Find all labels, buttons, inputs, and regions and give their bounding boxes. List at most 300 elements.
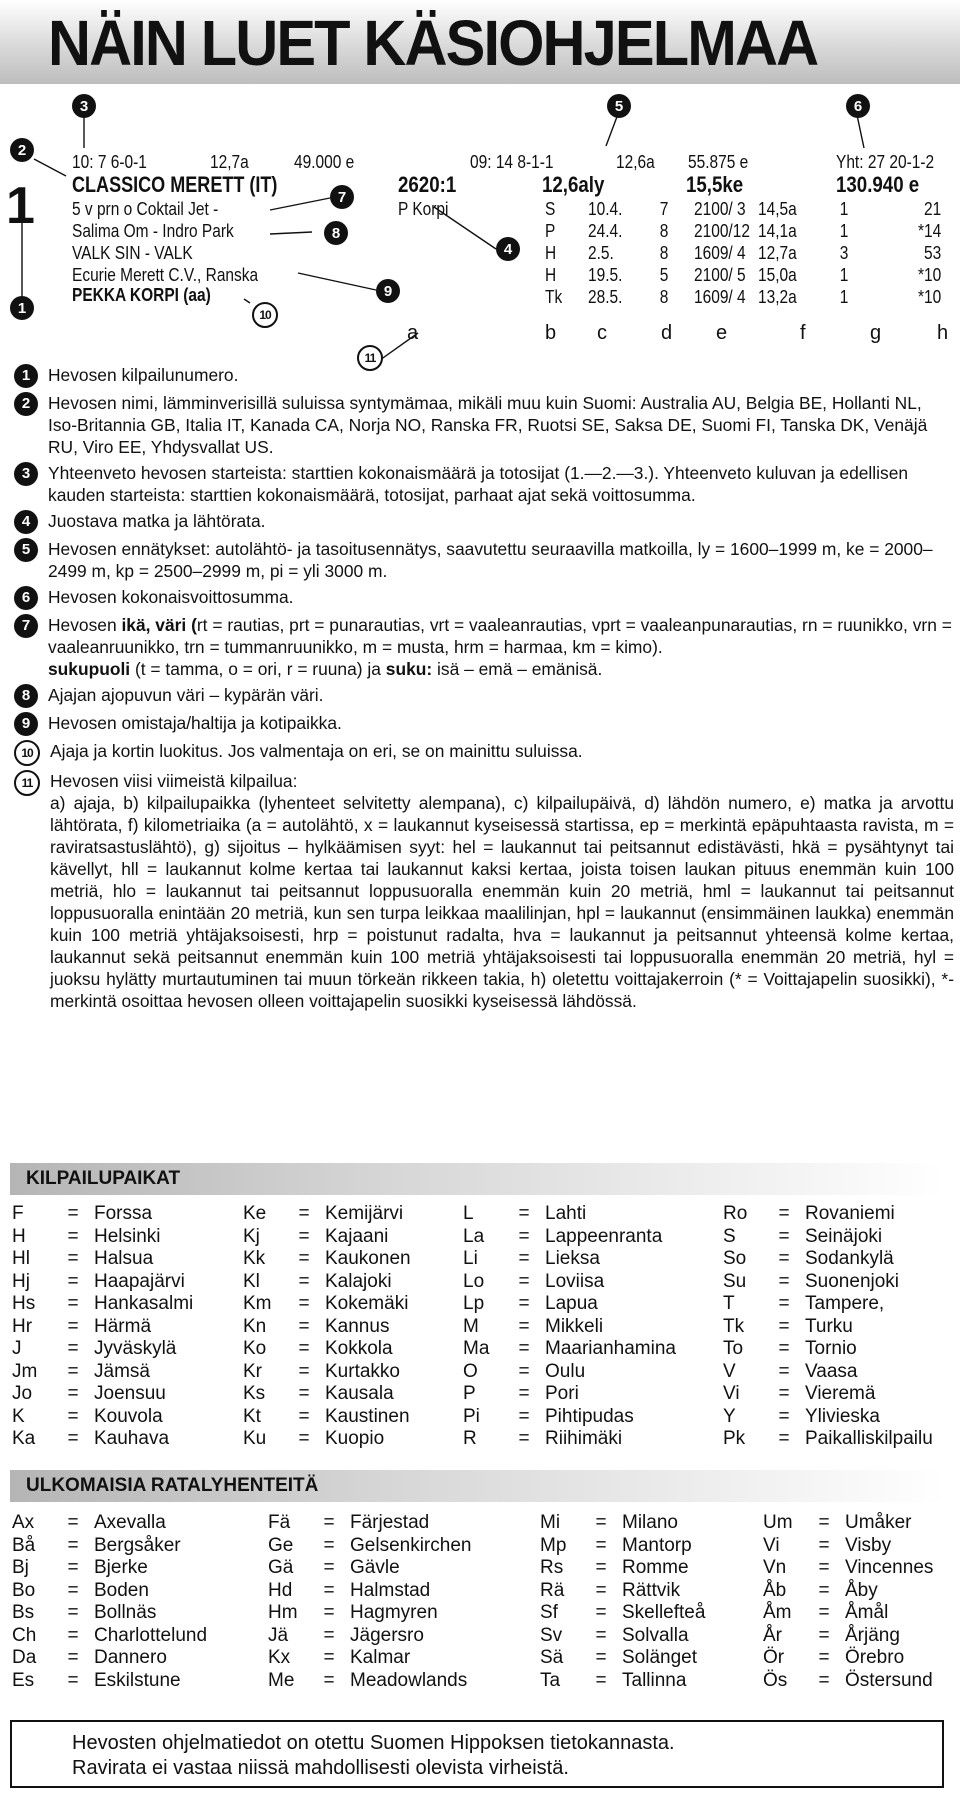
- abbrev-row: [12, 1406, 193, 1429]
- equals-sign: =: [595, 1624, 607, 1646]
- section-heading-kilpailupaikat: KILPAILUPAIKAT: [10, 1163, 946, 1195]
- abbrev-code: Ks: [243, 1383, 266, 1404]
- equals-sign: =: [298, 1293, 310, 1314]
- kilpailupaikat-table: [12, 1203, 952, 1453]
- abbrev-row: [243, 1428, 411, 1451]
- abbrev-code: Bs: [12, 1602, 35, 1623]
- abbrev-row: [243, 1293, 411, 1316]
- race-cell: 12,7a: [758, 243, 797, 263]
- column-letter: e: [716, 322, 728, 344]
- equals-sign: =: [818, 1602, 830, 1623]
- abbrev-name: Boden: [94, 1579, 149, 1601]
- equals-sign: =: [323, 1602, 335, 1623]
- abbrev-name: Lahti: [545, 1203, 587, 1224]
- abbrev-name: Kauhava: [94, 1428, 170, 1449]
- equals-sign: =: [818, 1624, 830, 1646]
- abbrev-row: [763, 1647, 933, 1670]
- abbrev-row: [243, 1383, 411, 1406]
- abbrev-code: R: [463, 1428, 477, 1449]
- abbrev-row: [463, 1271, 676, 1294]
- abbrev-name: Pihtipudas: [545, 1405, 634, 1427]
- abbrev-name: Riihimäki: [545, 1428, 623, 1449]
- record-autostart: 12,6aly: [542, 172, 605, 197]
- abbrev-name: Bergsåker: [94, 1534, 181, 1556]
- abbrev-code: Es: [12, 1669, 35, 1691]
- abbrev-code: La: [463, 1225, 485, 1247]
- equals-sign: =: [298, 1338, 310, 1359]
- legend-item: 6 Hevosen kokonaisvoittosumma.: [14, 586, 954, 610]
- abbrev-name: Östersund: [845, 1669, 933, 1691]
- legend-item: 5 Hevosen ennätykset: autolähtö- ja tasoitusennätys, saavutettu seuraavilla matkoilla, ly = 1600–1999 m, ke = 2000–2499 m, kp = 2500–2999 m, pi = yli 3000 m.: [14, 538, 954, 582]
- horse-info-line: 5 v prn o Coktail Jet -: [72, 199, 219, 219]
- abbrev-name: Mikkeli: [545, 1315, 604, 1337]
- abbrev-name: Tallinna: [622, 1669, 687, 1691]
- equals-sign: =: [67, 1360, 79, 1382]
- abbrev-row: [763, 1557, 933, 1580]
- entry-number: 1: [6, 177, 35, 235]
- abbrev-row: [463, 1338, 676, 1361]
- abbrev-code: Gä: [268, 1557, 294, 1578]
- abbrev-name: Jyväskylä: [94, 1338, 177, 1359]
- abbrev-code: Me: [268, 1669, 295, 1691]
- race-cell: 8: [659, 221, 669, 241]
- abbrev-code: Vi: [763, 1534, 780, 1556]
- marker-9: 9: [376, 279, 400, 303]
- abbrev-row: [463, 1293, 676, 1316]
- equals-sign: =: [67, 1534, 79, 1556]
- abbrev-name: Tornio: [805, 1338, 857, 1359]
- abbrev-row: [463, 1383, 676, 1406]
- race-cell: 2100/ 3: [694, 199, 746, 219]
- abbrev-row: [540, 1512, 705, 1535]
- race-cell: S: [545, 199, 556, 219]
- race-cell: H: [545, 243, 557, 263]
- abbrev-row: [243, 1271, 411, 1294]
- abbrev-code: Mp: [540, 1534, 567, 1556]
- equals-sign: =: [518, 1338, 530, 1359]
- race-cell: 53: [924, 243, 942, 263]
- footer-line: Ravirata ei vastaa niissä mahdollisesti olevista virheistä.: [72, 1757, 569, 1779]
- abbrev-name: Maarianhamina: [545, 1338, 676, 1359]
- abbrev-row: [243, 1406, 411, 1429]
- equals-sign: =: [298, 1270, 310, 1292]
- abbrev-name: Paikalliskilpailu: [805, 1428, 933, 1449]
- column-letter: b: [545, 322, 557, 344]
- abbrev-code: T: [723, 1293, 735, 1314]
- abbrev-row: [723, 1406, 933, 1429]
- abbrev-code: Ch: [12, 1624, 37, 1646]
- abbrev-code: Km: [243, 1293, 272, 1314]
- marker-10: 10: [252, 302, 278, 328]
- abbrev-name: Lapua: [545, 1293, 598, 1314]
- abbrev-name: Axevalla: [94, 1512, 166, 1533]
- abbrev-row: [12, 1602, 207, 1625]
- equals-sign: =: [595, 1579, 607, 1601]
- abbrev-name: Kalmar: [350, 1647, 411, 1668]
- equals-sign: =: [67, 1225, 79, 1247]
- column-letter: f: [800, 322, 806, 344]
- abbrev-row: [463, 1406, 676, 1429]
- abbrev-code: Bå: [12, 1534, 36, 1556]
- abbrev-name: Kokkola: [325, 1338, 393, 1359]
- equals-sign: =: [67, 1383, 79, 1404]
- abbrev-name: Årjäng: [845, 1624, 900, 1646]
- equals-sign: =: [298, 1225, 310, 1247]
- equals-sign: =: [518, 1203, 530, 1224]
- abbrev-code: V: [723, 1360, 736, 1382]
- abbrev-name: Rättvik: [622, 1579, 681, 1601]
- race-cell: Tk: [545, 287, 563, 307]
- race-cell: 8: [659, 287, 669, 307]
- abbrev-code: Hl: [12, 1248, 30, 1269]
- equals-sign: =: [67, 1405, 79, 1427]
- equals-sign: =: [778, 1405, 790, 1427]
- abbrev-row: [268, 1512, 471, 1535]
- abbrev-code: Jm: [12, 1360, 38, 1382]
- abbrev-name: Kokemäki: [325, 1293, 409, 1314]
- header-banner: [0, 0, 960, 84]
- abbrev-row: [12, 1226, 193, 1249]
- abbrev-name: Gävle: [350, 1557, 400, 1578]
- abbrev-name: Vieremä: [805, 1383, 876, 1404]
- race-cell: 14,1a: [758, 221, 797, 241]
- equals-sign: =: [518, 1428, 530, 1449]
- abbrev-code: Ko: [243, 1338, 267, 1359]
- equals-sign: =: [67, 1512, 79, 1533]
- abbrev-name: Tampere,: [805, 1293, 885, 1314]
- abbrev-name: Jägersro: [350, 1624, 424, 1646]
- abbrev-row: [763, 1512, 933, 1535]
- equals-sign: =: [298, 1360, 310, 1382]
- abbrev-row: [243, 1226, 411, 1249]
- abbrev-code: Jo: [12, 1383, 33, 1404]
- equals-sign: =: [298, 1315, 310, 1337]
- abbrev-row: [268, 1602, 471, 1625]
- abbrev-name: Kuopio: [325, 1428, 385, 1449]
- abbrev-code: Hd: [268, 1579, 293, 1601]
- abbrev-code: Ka: [12, 1428, 36, 1449]
- abbrev-code: Ta: [540, 1669, 561, 1691]
- abbrev-name: Lappeenranta: [545, 1225, 663, 1247]
- abbrev-row: [12, 1383, 193, 1406]
- race-cell: 1: [839, 287, 849, 307]
- stats-mid-starts: 09: 14 8-1-1: [470, 152, 554, 172]
- equals-sign: =: [67, 1270, 79, 1292]
- abbrev-name: Eskilstune: [94, 1669, 181, 1691]
- race-cell: 21: [924, 199, 942, 219]
- abbrev-row: [463, 1316, 676, 1339]
- abbrev-name: Lieksa: [545, 1248, 600, 1269]
- column-letter: a: [407, 322, 419, 344]
- equals-sign: =: [67, 1428, 79, 1449]
- abbrev-code: Li: [463, 1248, 478, 1269]
- equals-sign: =: [518, 1293, 530, 1314]
- abbrev-name: Umåker: [845, 1512, 912, 1533]
- footer-line: Hevosten ohjelmatiedot on otettu Suomen Hippoksen tietokannasta.: [72, 1732, 675, 1754]
- abbrev-column: [243, 1203, 411, 1451]
- marker-1: 1: [10, 296, 34, 320]
- race-cell: 1: [839, 199, 849, 219]
- abbrev-row: [723, 1271, 933, 1294]
- abbrev-code: Jä: [268, 1624, 289, 1646]
- race-cell: P: [545, 221, 556, 241]
- abbrev-row: [12, 1670, 207, 1693]
- abbrev-row: [763, 1670, 933, 1693]
- abbrev-row: [763, 1580, 933, 1603]
- race-cell: 2.5.: [588, 243, 614, 263]
- legend-item: 10 Ajaja ja kortin luokitus. Jos valmentaja on eri, se on mainittu suluissa.: [14, 740, 954, 766]
- abbrev-code: Kt: [243, 1405, 261, 1427]
- abbrev-row: [12, 1248, 193, 1271]
- abbrev-row: [723, 1361, 933, 1384]
- equals-sign: =: [778, 1270, 790, 1292]
- abbrev-name: Örebro: [845, 1647, 905, 1668]
- legend-item: 1 Hevosen kilpailunumero.: [14, 364, 954, 388]
- abbrev-code: F: [12, 1203, 24, 1224]
- abbrev-code: Hs: [12, 1293, 36, 1314]
- stats-left-starts: 10: 7 6-0-1: [72, 152, 147, 172]
- race-cell: 8: [659, 243, 669, 263]
- abbrev-name: Färjestad: [350, 1512, 430, 1533]
- equals-sign: =: [818, 1579, 830, 1601]
- abbrev-name: Bollnäs: [94, 1602, 157, 1623]
- equals-sign: =: [323, 1669, 335, 1691]
- driver: PEKKA KORPI (aa): [72, 285, 211, 305]
- abbrev-name: Hankasalmi: [94, 1293, 194, 1314]
- equals-sign: =: [323, 1624, 335, 1646]
- column-letter: c: [597, 322, 607, 344]
- abbrev-row: [12, 1428, 193, 1451]
- abbrev-name: Halsua: [94, 1248, 154, 1269]
- abbrev-code: O: [463, 1360, 478, 1382]
- abbrev-code: Vi: [723, 1383, 740, 1404]
- abbrev-row: [540, 1535, 705, 1558]
- equals-sign: =: [778, 1315, 790, 1337]
- legend-item: 4 Juostava matka ja lähtörata.: [14, 510, 954, 534]
- abbrev-row: [463, 1226, 676, 1249]
- abbrev-column: [723, 1203, 933, 1451]
- abbrev-row: [723, 1226, 933, 1249]
- equals-sign: =: [323, 1534, 335, 1556]
- race-cell: 15,0a: [758, 265, 797, 285]
- abbrev-name: Solänget: [622, 1647, 698, 1668]
- abbrev-row: [12, 1512, 207, 1535]
- abbrev-code: Rs: [540, 1557, 564, 1578]
- race-cell: 7: [659, 199, 669, 219]
- equals-sign: =: [298, 1203, 310, 1224]
- total-winnings: 130.940 e: [836, 172, 920, 197]
- abbrev-row: [463, 1361, 676, 1384]
- abbrev-name: Kausala: [325, 1383, 394, 1404]
- abbrev-code: Ör: [763, 1647, 785, 1668]
- abbrev-row: [540, 1647, 705, 1670]
- abbrev-name: Oulu: [545, 1360, 586, 1382]
- stats-mid-money: 55.875 e: [688, 152, 749, 172]
- race-cell: 2100/12: [694, 221, 750, 241]
- equals-sign: =: [323, 1557, 335, 1578]
- footer-box: [10, 1720, 944, 1788]
- equals-sign: =: [778, 1338, 790, 1359]
- equals-sign: =: [67, 1315, 79, 1337]
- abbrev-name: Åmål: [845, 1602, 889, 1623]
- horse-name: CLASSICO MERETT (IT): [72, 172, 278, 197]
- race-cell: 1: [839, 221, 849, 241]
- equals-sign: =: [67, 1669, 79, 1691]
- race-cell: *14: [918, 221, 942, 241]
- race-cell: 1: [839, 265, 849, 285]
- abbrev-code: Tk: [723, 1315, 745, 1337]
- race-cell: 2100/ 5: [694, 265, 746, 285]
- marker-8: 8: [324, 221, 348, 245]
- abbrev-name: Suonenjoki: [805, 1270, 900, 1292]
- abbrev-name: Rovaniemi: [805, 1203, 895, 1224]
- abbrev-code: Sv: [540, 1624, 563, 1646]
- abbrev-name: Jämsä: [94, 1360, 150, 1382]
- abbrev-name: Dannero: [94, 1647, 167, 1668]
- marker-3: 3: [72, 94, 96, 118]
- legend-item: 7 Hevosen ikä, väri (rt = rautias, prt = punarautias, vrt = vaaleanrautias, vprt = vaaleanpunarautias, rn = ruunikko, vrn = vaaleanruunikko, trn = tummanruunikko, m = musta, hrm = harmaa, km = kimo). sukupuoli (t = tamma, o = ori, r = ruuna) ja suku: isä – emä – emänisä.: [14, 614, 954, 680]
- legend-item: 8 Ajajan ajopuvun väri – kypärän väri.: [14, 684, 954, 708]
- abbrev-code: L: [463, 1203, 474, 1224]
- abbrev-row: [540, 1670, 705, 1693]
- equals-sign: =: [818, 1647, 830, 1668]
- equals-sign: =: [778, 1428, 790, 1449]
- abbrev-name: Milano: [622, 1512, 678, 1533]
- race-cell: 28.5.: [588, 287, 623, 307]
- abbrev-code: So: [723, 1248, 747, 1269]
- abbrev-row: [540, 1557, 705, 1580]
- marker-11: 11: [357, 345, 383, 371]
- abbrev-code: Su: [723, 1270, 747, 1292]
- abbrev-code: Pk: [723, 1428, 746, 1449]
- abbrev-row: [243, 1316, 411, 1339]
- equals-sign: =: [818, 1534, 830, 1556]
- equals-sign: =: [595, 1512, 607, 1533]
- race-cell: 13,2a: [758, 287, 797, 307]
- equals-sign: =: [595, 1534, 607, 1556]
- abbrev-name: Halmstad: [350, 1579, 431, 1601]
- equals-sign: =: [518, 1405, 530, 1427]
- abbrev-row: [540, 1580, 705, 1603]
- abbrev-column: [12, 1203, 193, 1451]
- abbrev-code: Fä: [268, 1512, 291, 1533]
- abbrev-column: [12, 1512, 207, 1692]
- abbrev-code: S: [723, 1225, 736, 1247]
- race-cell: 1609/ 4: [694, 287, 746, 307]
- abbrev-row: [12, 1625, 207, 1648]
- trainer: P Korpi: [398, 199, 449, 219]
- abbrev-code: Kl: [243, 1270, 260, 1292]
- abbrev-name: Solvalla: [622, 1624, 689, 1646]
- abbrev-code: Kj: [243, 1225, 260, 1247]
- abbrev-code: Sä: [540, 1647, 564, 1668]
- abbrev-name: Helsinki: [94, 1225, 161, 1247]
- equals-sign: =: [323, 1579, 335, 1601]
- column-letter: g: [870, 322, 882, 344]
- ulkomaisia-table: [12, 1512, 952, 1702]
- abbrev-code: Sf: [540, 1602, 558, 1623]
- abbrev-code: Kx: [268, 1647, 291, 1668]
- abbrev-row: [463, 1203, 676, 1226]
- abbrev-code: H: [12, 1225, 26, 1247]
- abbrev-column: [268, 1512, 471, 1692]
- abbrev-code: Rä: [540, 1579, 565, 1601]
- abbrev-name: Skellefteå: [622, 1602, 706, 1623]
- abbrev-code: M: [463, 1315, 479, 1337]
- race-cell: 19.5.: [588, 265, 623, 285]
- legend-item: 2 Hevosen nimi, lämminverisillä suluissa syntymämaa, mikäli muu kuin Suomi: Australia AU, Belgia BE, Hollanti NL, Iso-Britannia GB, Italia IT, Kanada CA, Norja NO, Ranska FR, Ruotsi SE, Saksa DE, Suomi FI, Tanska DK, Venäjä RU, Viro EE, Yhdysvallat US.: [14, 392, 954, 458]
- equals-sign: =: [818, 1512, 830, 1533]
- race-cell: 14,5a: [758, 199, 797, 219]
- abbrev-name: Bjerke: [94, 1557, 148, 1578]
- abbrev-code: Hj: [12, 1270, 30, 1292]
- abbrev-name: Ylivieska: [805, 1405, 880, 1427]
- abbrev-column: [763, 1512, 933, 1692]
- abbrev-name: Kajaani: [325, 1225, 389, 1247]
- race-cell: 1609/ 4: [694, 243, 746, 263]
- equals-sign: =: [298, 1405, 310, 1427]
- equals-sign: =: [67, 1338, 79, 1359]
- abbrev-name: Vaasa: [805, 1360, 858, 1382]
- abbrev-row: [243, 1248, 411, 1271]
- abbrev-name: Kannus: [325, 1315, 390, 1337]
- abbrev-code: Um: [763, 1512, 793, 1533]
- equals-sign: =: [518, 1248, 530, 1269]
- abbrev-row: [268, 1670, 471, 1693]
- equals-sign: =: [778, 1225, 790, 1247]
- record-handicap: 15,5ke: [686, 172, 744, 197]
- abbrev-row: [763, 1535, 933, 1558]
- race-cell: 3: [839, 243, 849, 263]
- abbrev-row: [723, 1316, 933, 1339]
- abbrev-row: [12, 1338, 193, 1361]
- legend-item: 11 Hevosen viisi viimeistä kilpailua: a) ajaja, b) kilpailupaikka (lyhenteet selvitetty alempana), c) kilpailupäivä, d) lähdön numero, e) matka ja arvottu lähtörata, f) kilometriaika (a = autolähtö, x = laukannut kyseisessä startissa, ep = merkintä epäpuhtaasta ravista, m = raviratsastuslähtö), g) sijoitus – hylkäämisen syyt: hel = laukannut tai peitsannut edistävästi, hkä = pysähtynyt tai kävellyt, hll = laukannut kolme kertaa tai laukannut kaksi kertaa, joista toisen laukan pituus enemmän kuin 100 metriä, hlo = laukannut tai peitsannut loppusuoralla enemmän kuin 20 metriä, hml = laukannut tai peitsannut loppusuoralla enintään 20 metriä, kun sen turpa leikkaa maalilinjan, hpl = laukannut (ensimmäinen laukka) enemmän kuin 100 metriä yhtäjaksoisesti, hrp = poistunut radalta, hva = laukannut ja peitsannut yhteensä kolme kertaa, laukannut sekä peitsannut enemmän kuin 100 metriä yhtäjaksoisesti tai loppusuoralla enemmän 20 metriä, hyl = juoksu hylätty murtautuminen tai muun törkeän rikkeen takia, h) oletettu voittajakerroin (* = Voittajapelin suosikki), *-merkintä osoittaa hevosen olleen voittajapelin suosikki kyseisessä lähdössä.: [14, 770, 954, 1012]
- equals-sign: =: [67, 1647, 79, 1668]
- equals-sign: =: [67, 1248, 79, 1269]
- abbrev-code: Ma: [463, 1338, 490, 1359]
- equals-sign: =: [595, 1669, 607, 1691]
- abbrev-name: Sodankylä: [805, 1248, 894, 1269]
- abbrev-row: [12, 1580, 207, 1603]
- abbrev-code: Hr: [12, 1315, 33, 1337]
- abbrev-name: Meadowlands: [350, 1669, 468, 1691]
- abbrev-row: [12, 1557, 207, 1580]
- equals-sign: =: [518, 1225, 530, 1247]
- abbrev-name: Kalajoki: [325, 1270, 392, 1292]
- abbrev-row: [723, 1293, 933, 1316]
- marker-6: 6: [846, 94, 870, 118]
- horse-info-line: VALK SIN - VALK: [72, 243, 193, 263]
- equals-sign: =: [323, 1512, 335, 1533]
- abbrev-code: År: [763, 1624, 782, 1646]
- equals-sign: =: [67, 1557, 79, 1578]
- stats-total: Yht: 27 20-1-2: [836, 152, 935, 172]
- abbrev-name: Haapajärvi: [94, 1270, 185, 1292]
- stats-mid-time: 12,6a: [616, 152, 655, 172]
- abbrev-code: Ax: [12, 1512, 35, 1533]
- abbrev-name: Visby: [845, 1534, 892, 1556]
- abbrev-row: [268, 1647, 471, 1670]
- race-cell: 5: [659, 265, 669, 285]
- abbrev-row: [12, 1203, 193, 1226]
- stats-left-time: 12,7a: [210, 152, 249, 172]
- abbrev-name: Gelsenkirchen: [350, 1534, 472, 1556]
- abbrev-name: Kemijärvi: [325, 1203, 404, 1224]
- race-cell: *10: [918, 287, 942, 307]
- equals-sign: =: [778, 1360, 790, 1382]
- equals-sign: =: [778, 1203, 790, 1224]
- race-cell: H: [545, 265, 557, 285]
